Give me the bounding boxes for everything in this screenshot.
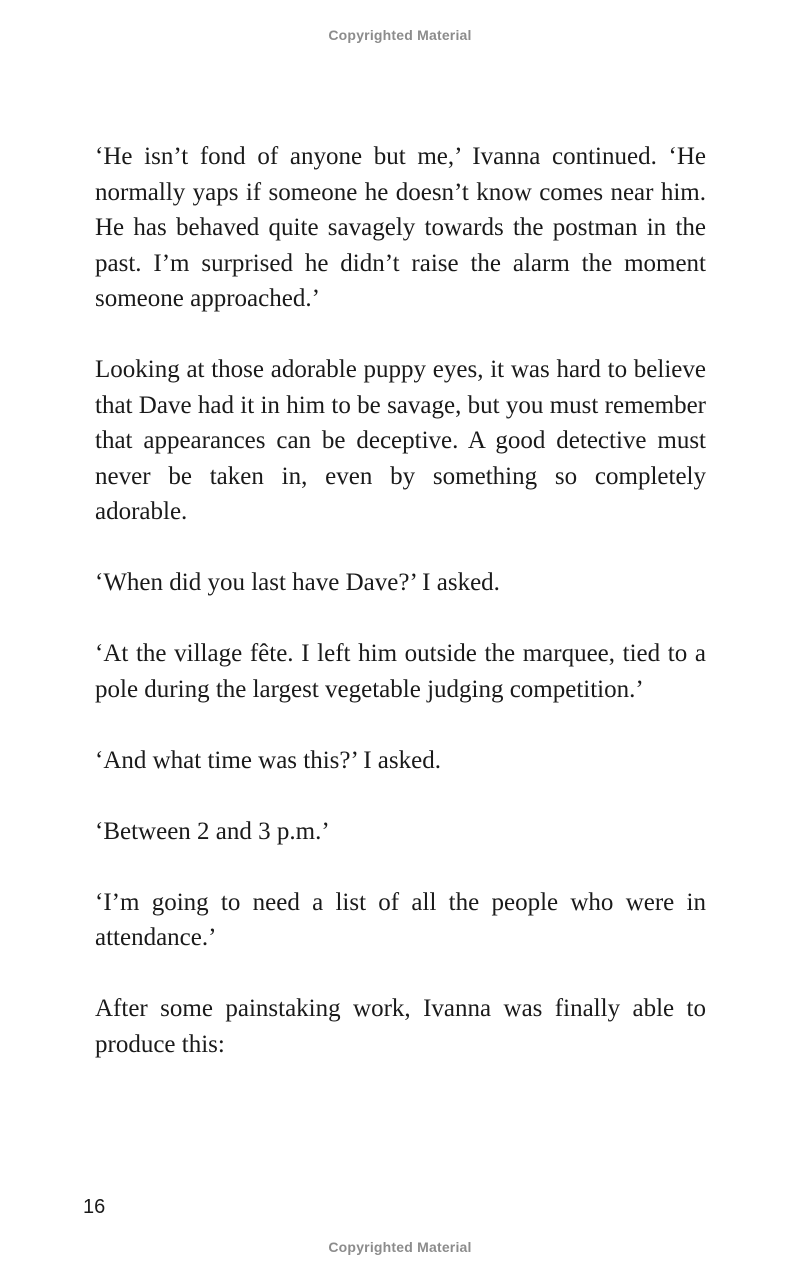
paragraph: Looking at those adorable puppy eyes, it was hard to believe that Dave had it in him to be savage, but you must remember that appearances can be deceptive. A good detective must never be taken in, even by something so completely adorable. [95,356,706,525]
page-number: 16 [83,1196,106,1218]
paragraph: ‘When did you last have Dave?’ I asked. [95,569,500,596]
paragraph: ‘At the village fête. I left him outside the marquee, tied to a pole during the largest vegetable judging competition.’ [95,640,706,703]
paragraph: ‘He isn’t fond of anyone but me,’ Ivanna continued. ‘He normally yaps if someone he doesn’t know comes near him. He has behaved quite savagely towards the postman in the past. I’m surprised he didn’t raise the alarm the moment someone approached.’ [95,143,706,312]
paragraph: ‘Between 2 and 3 p.m.’ [95,817,330,845]
paragraph: ‘And what time was this?’ I asked. [95,746,441,774]
paragraph: After some painstaking work, Ivanna was finally able to produce this: [95,995,706,1058]
paragraph: ‘I’m going to need a list of all the people who were in attendance.’ [95,888,706,951]
page-body [95,139,706,1098]
copyright-watermark-top: Copyrighted Material [328,27,472,43]
copyright-watermark-bottom: Copyrighted Material [328,1239,472,1255]
